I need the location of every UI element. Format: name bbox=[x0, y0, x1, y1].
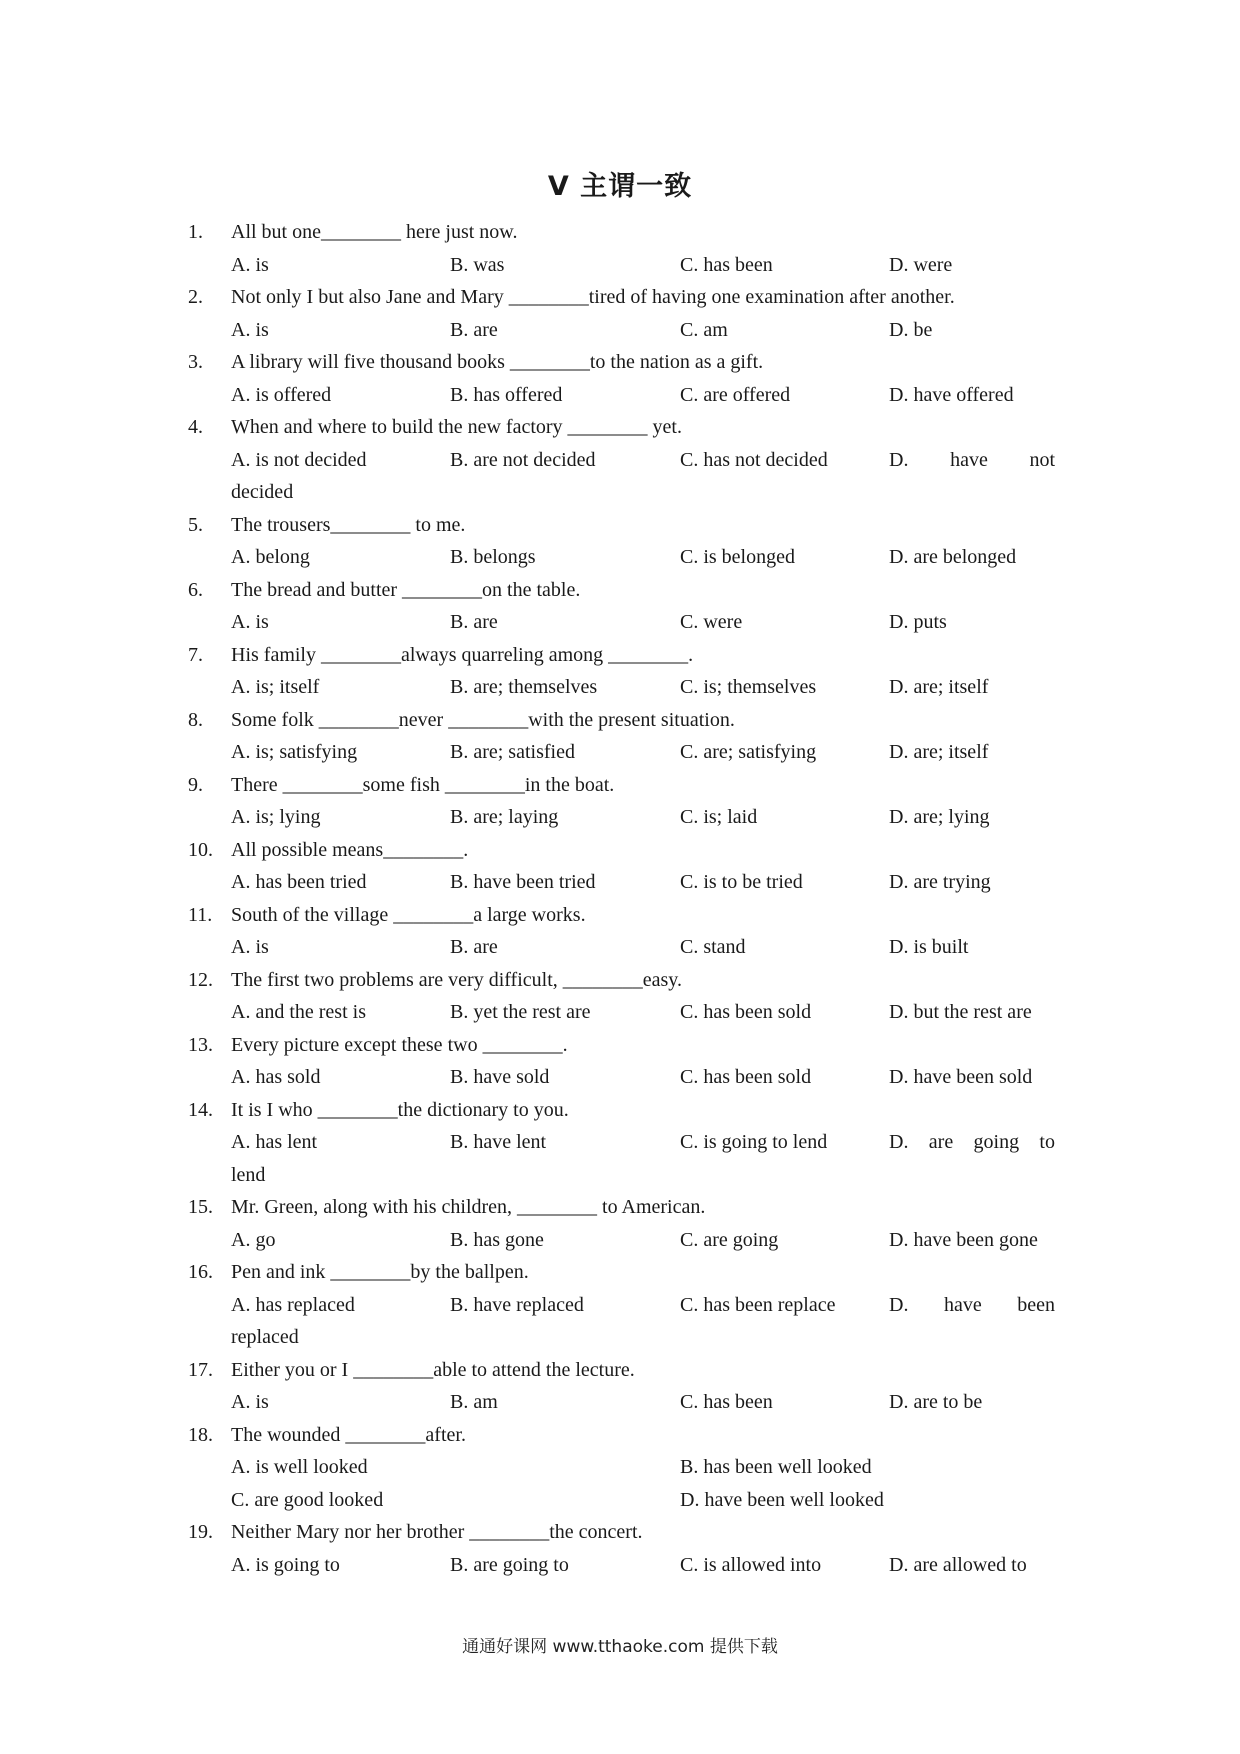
question-text: Mr. Green, along with his children, ________ to American. bbox=[231, 1196, 706, 1218]
option-b: B. have lent bbox=[450, 1131, 547, 1153]
question-number: 14. bbox=[188, 1098, 213, 1121]
option-d-word: have bbox=[950, 448, 988, 471]
option-a: A. is; lying bbox=[231, 806, 321, 828]
option-d: D. are trying bbox=[889, 871, 991, 893]
options-row bbox=[188, 1126, 1060, 1159]
option-a: A. is going to bbox=[231, 1553, 340, 1576]
question-9 bbox=[188, 769, 1060, 802]
option-c: C. is going to lend bbox=[680, 1131, 828, 1153]
question-text: Neither Mary nor her brother ________the concert. bbox=[231, 1521, 643, 1543]
options-row bbox=[188, 1386, 1060, 1419]
option-d-wrap-text: replaced bbox=[231, 1326, 299, 1348]
question-number: 17. bbox=[188, 1358, 213, 1381]
option-c: C. are offered bbox=[680, 383, 791, 406]
option-c: C. are good looked bbox=[231, 1488, 384, 1511]
options-row bbox=[188, 379, 1060, 412]
option-d: D. puts bbox=[889, 611, 947, 633]
option-c: C. has not decided bbox=[680, 448, 828, 471]
option-b: B. are; themselves bbox=[450, 676, 598, 698]
options-row bbox=[188, 1224, 1060, 1257]
options-row bbox=[188, 444, 1060, 477]
option-a: A. has lent bbox=[231, 1131, 318, 1153]
option-b: B. am bbox=[450, 1391, 498, 1413]
option-d: D. is built bbox=[889, 936, 969, 958]
option-d-word: been bbox=[1017, 1293, 1055, 1316]
option-b: B. are going to bbox=[450, 1553, 569, 1576]
question-text: When and where to build the new factory ________ yet. bbox=[231, 416, 682, 438]
question-19 bbox=[188, 1516, 1060, 1549]
option-d-word: D. bbox=[889, 1131, 909, 1153]
option-d-word: not bbox=[1029, 448, 1055, 471]
option-a: A. is bbox=[231, 318, 269, 341]
question-10 bbox=[188, 834, 1060, 867]
question-number: 12. bbox=[188, 968, 213, 991]
option-a: A. and the rest is bbox=[231, 1001, 366, 1023]
question-text: A library will five thousand books ________to the nation as a gift. bbox=[231, 351, 764, 373]
option-c: C. has been sold bbox=[680, 1001, 812, 1023]
question-text: All possible means________. bbox=[231, 838, 469, 861]
option-d-word: to bbox=[1039, 1131, 1055, 1153]
options-row bbox=[188, 1549, 1060, 1582]
question-14 bbox=[188, 1094, 1060, 1127]
option-b: B. are bbox=[450, 611, 498, 633]
options-row bbox=[188, 1484, 1060, 1517]
question-13 bbox=[188, 1029, 1060, 1062]
option-d-word: going bbox=[973, 1131, 1020, 1153]
question-number: 2. bbox=[188, 286, 203, 308]
option-a: A. is; satisfying bbox=[231, 741, 358, 763]
option-b: B. yet the rest are bbox=[450, 1001, 591, 1023]
option-b: B. belongs bbox=[450, 546, 536, 568]
option-c: C. has been replace bbox=[680, 1293, 836, 1316]
option-d-wrap-text: decided bbox=[231, 481, 294, 503]
question-number: 13. bbox=[188, 1033, 213, 1056]
page-title: V 主谓一致 bbox=[547, 171, 693, 202]
option-b: B. have replaced bbox=[450, 1293, 584, 1316]
option-a: A. is well looked bbox=[231, 1456, 368, 1478]
option-a: A. is bbox=[231, 1391, 269, 1413]
question-16 bbox=[188, 1256, 1060, 1289]
option-a: A. belong bbox=[231, 546, 310, 568]
option-d-continuation bbox=[188, 1159, 1060, 1192]
question-4 bbox=[188, 411, 1060, 444]
question-5 bbox=[188, 509, 1060, 542]
option-b: B. are; laying bbox=[450, 806, 559, 828]
option-c: C. has been sold bbox=[680, 1066, 812, 1088]
option-d: D. but the rest are bbox=[889, 1001, 1032, 1023]
option-d: D. have been gone bbox=[889, 1228, 1038, 1251]
options-row bbox=[188, 801, 1060, 834]
question-6 bbox=[188, 574, 1060, 607]
option-c: C. has been bbox=[680, 1391, 773, 1413]
question-3 bbox=[188, 346, 1060, 379]
option-d: D. are; itself bbox=[889, 741, 989, 763]
option-a: A. is bbox=[231, 611, 269, 633]
question-number: 16. bbox=[188, 1261, 213, 1283]
option-d: D. have offered bbox=[889, 383, 1014, 406]
question-text: The first two problems are very difficult, ________easy. bbox=[231, 968, 682, 991]
question-18 bbox=[188, 1419, 1060, 1452]
option-d-continuation bbox=[188, 476, 1060, 509]
option-d: D. are; lying bbox=[889, 806, 990, 828]
option-a: A. is bbox=[231, 936, 269, 958]
option-d: D. have been well looked bbox=[680, 1488, 884, 1511]
options-row bbox=[188, 541, 1060, 574]
option-d-word: have bbox=[943, 1293, 982, 1316]
question-list bbox=[188, 216, 1060, 1581]
option-c: C. is; laid bbox=[680, 806, 758, 828]
option-a: A. is not decided bbox=[231, 448, 367, 471]
option-b: B. have been tried bbox=[450, 871, 596, 893]
option-a: A. is offered bbox=[231, 383, 332, 406]
option-b: B. are bbox=[450, 936, 498, 958]
option-b: B. has gone bbox=[450, 1228, 544, 1251]
option-d bbox=[889, 1126, 1055, 1159]
option-c: C. am bbox=[680, 318, 728, 341]
option-b: B. was bbox=[450, 253, 505, 276]
question-text: Some folk ________never ________with the present situation. bbox=[231, 708, 735, 731]
question-number: 10. bbox=[188, 838, 213, 861]
options-row bbox=[188, 736, 1060, 769]
option-a: A. is bbox=[231, 253, 269, 276]
option-d-word: D. bbox=[889, 448, 909, 471]
question-12 bbox=[188, 964, 1060, 997]
option-a: A. go bbox=[231, 1228, 276, 1251]
question-text: His family ________always quarreling among ________. bbox=[231, 643, 694, 666]
options-row bbox=[188, 1061, 1060, 1094]
options-row bbox=[188, 249, 1060, 282]
question-8 bbox=[188, 704, 1060, 737]
question-number: 18. bbox=[188, 1423, 213, 1446]
question-number: 4. bbox=[188, 416, 203, 438]
question-number: 11. bbox=[188, 903, 213, 926]
question-text: There ________some fish ________in the boat. bbox=[231, 773, 615, 796]
question-text: The trousers________ to me. bbox=[231, 513, 466, 536]
question-text: Every picture except these two ________. bbox=[231, 1033, 568, 1056]
option-c: C. has been bbox=[680, 253, 773, 276]
option-d: D. were bbox=[889, 253, 953, 276]
question-2 bbox=[188, 281, 1060, 314]
question-number: 5. bbox=[188, 513, 203, 536]
option-a: A. is; itself bbox=[231, 676, 320, 698]
option-b: B. are; satisfied bbox=[450, 741, 575, 763]
options-row bbox=[188, 671, 1060, 704]
question-text: It is I who ________the dictionary to you. bbox=[231, 1098, 569, 1121]
question-number: 15. bbox=[188, 1196, 213, 1218]
question-text: Pen and ink ________by the ballpen. bbox=[231, 1261, 529, 1283]
option-d: D. are; itself bbox=[889, 676, 989, 698]
page-footer: 通通好课网 www.tthaoke.com 提供下载 bbox=[462, 1637, 778, 1657]
question-number: 1. bbox=[188, 221, 203, 243]
options-row bbox=[188, 931, 1060, 964]
question-text: The bread and butter ________on the table. bbox=[231, 578, 581, 601]
option-a: A. has been tried bbox=[231, 871, 367, 893]
option-d: D. are to be bbox=[889, 1391, 983, 1413]
question-number: 19. bbox=[188, 1521, 213, 1543]
options-row bbox=[188, 1289, 1060, 1322]
question-number: 7. bbox=[188, 643, 203, 666]
question-number: 6. bbox=[188, 578, 203, 601]
option-d: D. are belonged bbox=[889, 546, 1017, 568]
question-text: The wounded ________after. bbox=[231, 1423, 466, 1446]
option-c: C. is allowed into bbox=[680, 1553, 822, 1576]
option-b: B. has offered bbox=[450, 383, 563, 406]
question-17 bbox=[188, 1354, 1060, 1387]
option-d-continuation bbox=[188, 1321, 1060, 1354]
option-c: C. is belonged bbox=[680, 546, 795, 568]
options-row bbox=[188, 996, 1060, 1029]
option-b: B. has been well looked bbox=[680, 1456, 872, 1478]
question-number: 8. bbox=[188, 708, 203, 731]
option-c: C. is to be tried bbox=[680, 871, 803, 893]
question-7 bbox=[188, 639, 1060, 672]
options-row bbox=[188, 606, 1060, 639]
question-text: Not only I but also Jane and Mary ________tired of having one examination after another. bbox=[231, 286, 955, 308]
option-a: A. has replaced bbox=[231, 1293, 355, 1316]
option-d: D. have been sold bbox=[889, 1066, 1033, 1088]
question-1 bbox=[188, 216, 1060, 249]
option-d-word: D. bbox=[889, 1293, 909, 1316]
question-11 bbox=[188, 899, 1060, 932]
option-c: C. is; themselves bbox=[680, 676, 817, 698]
option-c: C. stand bbox=[680, 936, 746, 958]
question-text: South of the village ________a large works. bbox=[231, 903, 586, 926]
option-d: D. are allowed to bbox=[889, 1553, 1027, 1576]
option-b: B. have sold bbox=[450, 1066, 550, 1088]
options-row bbox=[188, 1451, 1060, 1484]
options-row bbox=[188, 314, 1060, 347]
option-c: C. are; satisfying bbox=[680, 741, 817, 763]
option-c: C. were bbox=[680, 611, 743, 633]
option-d bbox=[889, 444, 1055, 477]
option-a: A. has sold bbox=[231, 1066, 321, 1088]
option-c: C. are going bbox=[680, 1228, 779, 1251]
options-row bbox=[188, 866, 1060, 899]
option-d-wrap-text: lend bbox=[231, 1163, 266, 1186]
option-b: B. are not decided bbox=[450, 448, 596, 471]
question-15 bbox=[188, 1191, 1060, 1224]
question-number: 9. bbox=[188, 773, 203, 796]
question-number: 3. bbox=[188, 351, 203, 373]
question-text: Either you or I ________able to attend the lecture. bbox=[231, 1358, 635, 1381]
option-d bbox=[889, 1289, 1055, 1322]
option-d-word: are bbox=[928, 1131, 954, 1153]
option-d: D. be bbox=[889, 318, 933, 341]
option-b: B. are bbox=[450, 318, 498, 341]
question-text: All but one________ here just now. bbox=[231, 221, 518, 243]
